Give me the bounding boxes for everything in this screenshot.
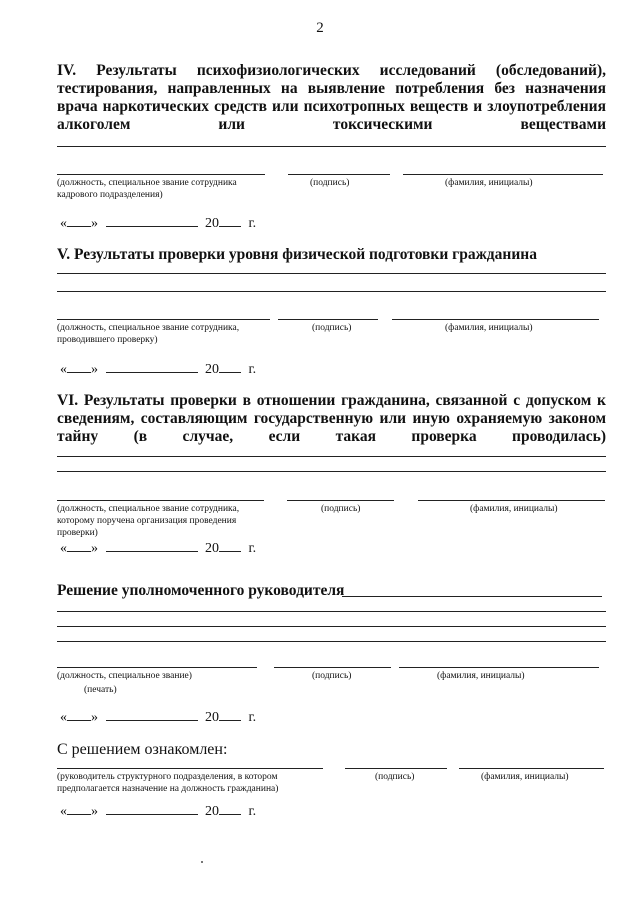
date-open-quote: «: [60, 804, 67, 819]
date-year-prefix: 20: [205, 541, 219, 556]
acquainted-name-line: [459, 768, 604, 769]
date-close-quote: »: [91, 804, 98, 819]
date-open-quote: «: [60, 541, 67, 556]
date-open-quote: «: [60, 216, 67, 231]
date-month-blank[interactable]: [106, 360, 198, 373]
acquainted-position-line: [57, 768, 323, 769]
section-4-signature-line: [288, 174, 390, 175]
section-6-position-line: [57, 500, 264, 501]
section-4-result-line: [57, 146, 606, 147]
section-6-signature-caption: (подпись): [321, 504, 361, 514]
acquainted-signature-line: [345, 768, 447, 769]
decision-signature-line: [274, 667, 391, 668]
decision-line-2: [57, 626, 606, 627]
decision-line-3: [57, 641, 606, 642]
acquainted-name-caption: (фамилия, инициалы): [481, 772, 569, 782]
date-year-suffix: г.: [248, 710, 257, 725]
date-close-quote: »: [91, 216, 98, 231]
date-month-blank[interactable]: [106, 708, 198, 721]
section-6-result-line-2: [57, 471, 606, 472]
date-year-suffix: г.: [248, 541, 257, 556]
date-day-blank[interactable]: [67, 708, 91, 721]
section-6-name-caption: (фамилия, инициалы): [470, 504, 558, 514]
section-5-name-caption: (фамилия, инициалы): [445, 323, 533, 333]
section-4-date-line: [60, 214, 256, 232]
section-5-result-line-1: [57, 273, 606, 274]
date-year-suffix: г.: [248, 804, 257, 819]
decision-line-1: [57, 611, 606, 612]
section-5-position-caption: (должность, специальное звание сотрудника, проводившего проверку): [57, 323, 240, 345]
date-year-blank[interactable]: [219, 539, 241, 552]
date-year-prefix: 20: [205, 216, 219, 231]
section-5-heading: V. Результаты проверки уровня физической подготовки гражданина: [57, 246, 537, 263]
section-6-name-line: [418, 500, 605, 501]
section-5-name-line: [392, 319, 599, 320]
date-year-suffix: г.: [248, 362, 257, 377]
section-6-result-line-1: [57, 456, 606, 457]
acquainted-position-caption: (руководитель структурного подразделения, в котором предполагается назначение на должность гражданина): [57, 772, 279, 794]
acquainted-date-line: [60, 802, 256, 820]
section-6-heading: VI. Результаты проверки в отношении гражданина, связанной с допуском к сведениям, составляющим государственную или иную охраняемую законом тайну (в случае, если такая проверка проводилась): [57, 392, 606, 445]
date-close-quote: »: [91, 541, 98, 556]
section-5-result-line-2: [57, 291, 606, 292]
date-month-blank[interactable]: [106, 802, 198, 815]
section-6-signature-line: [287, 500, 394, 501]
decision-signature-caption: (подпись): [312, 671, 352, 681]
section-5-signature-caption: (подпись): [312, 323, 352, 333]
section-5-signature-line: [278, 319, 378, 320]
date-year-blank[interactable]: [219, 802, 241, 815]
decision-stamp-caption: (печать): [84, 685, 117, 695]
date-month-blank[interactable]: [106, 539, 198, 552]
section-4-position-caption: (должность, специальное звание сотрудника кадрового подразделения): [57, 178, 237, 200]
section-4-signature-caption: (подпись): [310, 178, 350, 188]
date-open-quote: «: [60, 362, 67, 377]
date-open-quote: «: [60, 710, 67, 725]
section-6-position-caption: (должность, специальное звание сотрудника, которому поручена организация проведения проверки): [57, 504, 240, 538]
date-close-quote: »: [91, 710, 98, 725]
date-year-prefix: 20: [205, 710, 219, 725]
date-day-blank[interactable]: [67, 539, 91, 552]
decision-position-caption: (должность, специальное звание): [57, 671, 192, 681]
scan-speck: [201, 861, 203, 863]
decision-position-line: [57, 667, 257, 668]
date-year-prefix: 20: [205, 362, 219, 377]
decision-name-line: [399, 667, 599, 668]
date-close-quote: »: [91, 362, 98, 377]
date-day-blank[interactable]: [67, 214, 91, 227]
decision-inline-line: [342, 596, 602, 597]
page-number: 2: [316, 20, 324, 36]
date-day-blank[interactable]: [67, 802, 91, 815]
decision-heading: Решение уполномоченного руководителя: [57, 582, 345, 599]
section-4-name-line: [403, 174, 603, 175]
section-5-date-line: [60, 360, 256, 378]
date-day-blank[interactable]: [67, 360, 91, 373]
section-5-position-line: [57, 319, 270, 320]
decision-name-caption: (фамилия, инициалы): [437, 671, 525, 681]
decision-date-line: [60, 708, 256, 726]
section-4-name-caption: (фамилия, инициалы): [445, 178, 533, 188]
section-4-position-line: [57, 174, 265, 175]
date-year-prefix: 20: [205, 804, 219, 819]
acquainted-signature-caption: (подпись): [375, 772, 415, 782]
section-6-date-line: [60, 539, 256, 557]
date-year-blank[interactable]: [219, 708, 241, 721]
date-year-blank[interactable]: [219, 214, 241, 227]
date-year-suffix: г.: [248, 216, 257, 231]
section-4-heading: IV. Результаты психофизиологических исследований (обследований), тестирования, направленных на выявление потребления без назначения врача наркотических средств или психотропных веществ и злоупотребления алкоголем или токсическими веществами: [57, 62, 606, 133]
date-month-blank[interactable]: [106, 214, 198, 227]
date-year-blank[interactable]: [219, 360, 241, 373]
acquainted-heading: С решением ознакомлен:: [57, 741, 228, 758]
